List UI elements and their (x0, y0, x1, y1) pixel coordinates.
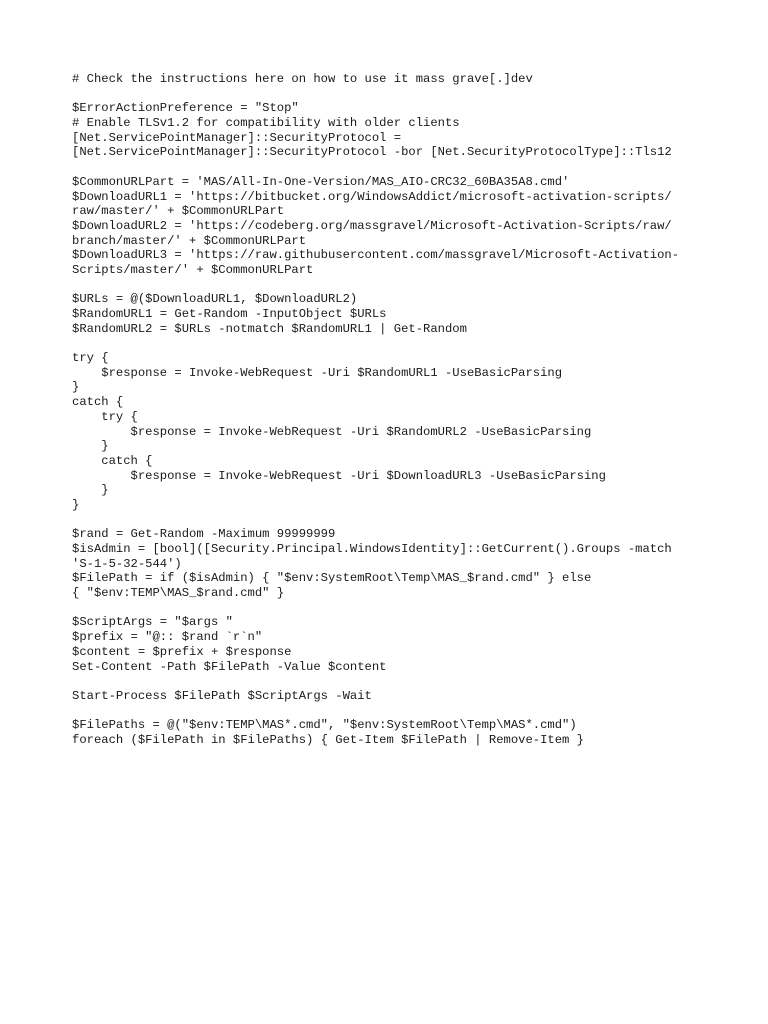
code-line: } (72, 483, 109, 498)
code-line: $rand = Get-Random -Maximum 99999999 (72, 527, 336, 542)
code-line: try { (72, 409, 138, 424)
code-line: Set-Content -Path $FilePath -Value $content (72, 659, 387, 674)
code-line: Start-Process $FilePath $ScriptArgs -Wait (72, 688, 372, 703)
code-line: $response = Invoke-WebRequest -Uri $RandomURL1 -UseBasicParsing (72, 365, 563, 380)
code-line: foreach ($FilePath in $FilePaths) { Get-Item $FilePath | Remove-Item } (72, 732, 584, 747)
code-line: $isAdmin = [bool]([Security.Principal.WindowsIdentity]::GetCurrent().Groups -match (72, 542, 672, 556)
code-line: catch { (72, 453, 153, 468)
code-line: $URLs = @($DownloadURL1, $DownloadURL2) (72, 292, 358, 307)
blank-line (72, 674, 712, 689)
code-line: $FilePaths = @("$env:TEMP\MAS*.cmd", "$env:SystemRoot\Temp\MAS*.cmd") (72, 718, 577, 733)
code-line: $ScriptArgs = "$args " (72, 615, 233, 630)
blank-line (72, 278, 712, 293)
blank-line (72, 513, 712, 528)
code-line: { "$env:TEMP\MAS_$rand.cmd" } (72, 586, 285, 601)
code-line: $DownloadURL3 = 'https://raw.githubusercontent.com/massgravel/Microsoft-Activation- (72, 248, 680, 263)
code-line: try { (72, 351, 109, 366)
code-block (72, 615, 712, 674)
code-line: $RandomURL1 = Get-Random -InputObject $URLs (72, 307, 387, 321)
blank-line (72, 160, 712, 175)
code-block (72, 689, 712, 704)
code-line: $DownloadURL2 = 'https://codeberg.org/massgravel/Microsoft-Activation-Scripts/raw/ (72, 218, 672, 233)
code-line: raw/master/' + $CommonURLPart (72, 204, 285, 219)
blank-line (72, 704, 712, 719)
code-line: [Net.ServicePointManager]::SecurityProtocol -bor [Net.SecurityProtocolType]::Tls12 (72, 145, 672, 160)
code-line: # Enable TLSv1.2 for compatibility with older clients (72, 116, 460, 131)
blank-line (72, 336, 712, 351)
code-line: # Check the instructions here on how to use it mass grave[.]dev (72, 72, 533, 86)
code-line: } (72, 439, 109, 454)
code-block (72, 175, 712, 278)
code-line: 'S-1-5-32-544') (72, 556, 182, 571)
code-block (72, 351, 712, 513)
code-line: $response = Invoke-WebRequest -Uri $DownloadURL3 -UseBasicParsing (72, 468, 606, 483)
code-line: Scripts/master/' + $CommonURLPart (72, 262, 314, 277)
code-block (72, 527, 712, 600)
blank-line (72, 601, 712, 616)
code-listing (72, 72, 712, 748)
code-line: $FilePath = if ($isAdmin) { "$env:SystemRoot\Temp\MAS_$rand.cmd" } else (72, 571, 592, 586)
code-line: [Net.ServicePointManager]::SecurityProtocol = (72, 130, 402, 145)
code-line: $prefix = "@:: $rand `r`n" (72, 630, 263, 645)
code-block (72, 72, 712, 87)
code-line: $response = Invoke-WebRequest -Uri $RandomURL2 -UseBasicParsing (72, 424, 592, 439)
code-line: catch { (72, 395, 124, 410)
code-block (72, 101, 712, 160)
code-line: $RandomURL2 = $URLs -notmatch $RandomURL1 | Get-Random (72, 321, 467, 336)
code-line: $ErrorActionPreference = "Stop" (72, 101, 299, 116)
code-line: $CommonURLPart = 'MAS/All-In-One-Version/MAS_AIO-CRC32_60BA35A8.cmd' (72, 174, 570, 189)
code-line: } (72, 380, 80, 395)
code-line: $DownloadURL1 = 'https://bitbucket.org/WindowsAddict/microsoft-activation-scripts/ (72, 189, 672, 204)
code-line: $content = $prefix + $response (72, 644, 292, 659)
blank-line (72, 87, 712, 102)
code-line: branch/master/' + $CommonURLPart (72, 233, 307, 248)
code-block (72, 718, 712, 747)
code-block (72, 292, 712, 336)
code-line: } (72, 497, 80, 512)
